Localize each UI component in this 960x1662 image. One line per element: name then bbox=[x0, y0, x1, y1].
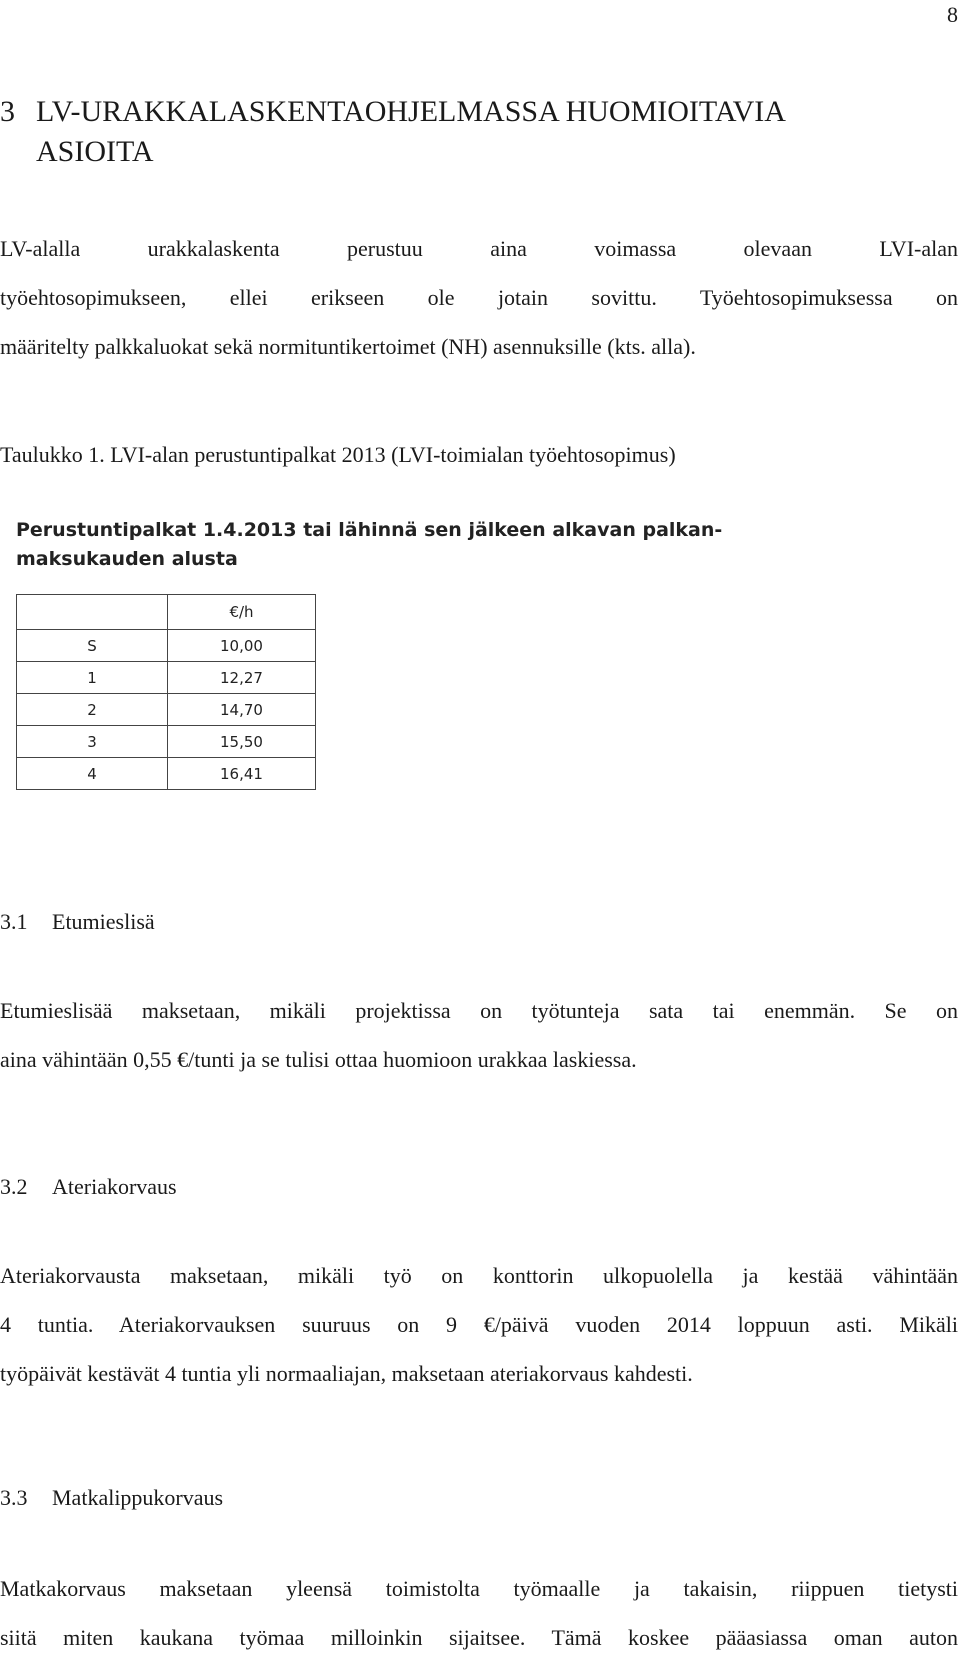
table-caption: Taulukko 1. LVI-alan perustuntipalkat 2013 (LVI-toimialan työehtosopimus) bbox=[0, 442, 676, 467]
section-heading-3-2 bbox=[0, 1172, 177, 1202]
table-cell-rate: 12,27 bbox=[168, 662, 316, 694]
table-cell-class: 2 bbox=[17, 694, 168, 726]
table-row bbox=[17, 630, 316, 662]
table-cell-rate: 16,41 bbox=[168, 758, 316, 790]
table-cell-class: 3 bbox=[17, 726, 168, 758]
intro-line: työehtosopimukseen, ellei erikseen ole jotain sovittu. Työehtosopimuksessa on bbox=[0, 285, 958, 310]
table-row bbox=[17, 726, 316, 758]
table-cell-class: 4 bbox=[17, 758, 168, 790]
wage-table-image bbox=[16, 516, 756, 796]
page-number: 8 bbox=[947, 2, 958, 27]
section-3-3-paragraph bbox=[0, 1564, 958, 1662]
table-cell-class: S bbox=[17, 630, 168, 662]
paragraph-line: siitä miten kaukana työmaa milloinkin sijaitsee. Tämä koskee pääasiassa oman auton bbox=[0, 1625, 958, 1650]
wage-table bbox=[16, 594, 316, 790]
section-title: Matkalippukorvaus bbox=[52, 1485, 224, 1510]
paragraph-line: työpäivät kestävät 4 tuntia yli normaaliajan, maksetaan ateriakorvaus kahdesti. bbox=[0, 1361, 693, 1386]
wage-table-heading-line1: Perustuntipalkat 1.4.2013 tai lähinnä sen jälkeen alkavan palkan- bbox=[16, 519, 723, 541]
section-number: 3.2 bbox=[0, 1174, 28, 1199]
table-cell-class: 1 bbox=[17, 662, 168, 694]
section-title: Etumieslisä bbox=[52, 909, 155, 934]
intro-line: LV-alalla urakkalaskenta perustuu aina voimassa olevaan LVI-alan bbox=[0, 236, 958, 261]
section-heading-3-1 bbox=[0, 907, 155, 937]
paragraph-line: 4 tuntia. Ateriakorvauksen suuruus on 9 €/päivä vuoden 2014 loppuun asti. Mikäli bbox=[0, 1312, 958, 1337]
chapter-number: 3 bbox=[0, 95, 15, 128]
section-title: Ateriakorvaus bbox=[52, 1174, 177, 1199]
section-number: 3.3 bbox=[0, 1485, 28, 1510]
table-cell-rate: 14,70 bbox=[168, 694, 316, 726]
chapter-title-line1: LV-URAKKALASKENTAOHJELMASSA HUOMIOITAVIA bbox=[36, 95, 786, 128]
paragraph-line: Etumieslisää maksetaan, mikäli projektissa on työtunteja sata tai enemmän. Se on bbox=[0, 998, 958, 1023]
section-3-1-paragraph bbox=[0, 986, 958, 1084]
chapter-title bbox=[0, 92, 900, 172]
table-header-cell-rate: €/h bbox=[168, 595, 316, 630]
section-heading-3-3 bbox=[0, 1483, 223, 1513]
table-header-row bbox=[17, 595, 316, 630]
section-number: 3.1 bbox=[0, 909, 28, 934]
paragraph-line: Ateriakorvausta maksetaan, mikäli työ on konttorin ulkopuolella ja kestää vähintään bbox=[0, 1263, 958, 1288]
paragraph-line: Matkakorvaus maksetaan yleensä toimistolta työmaalle ja takaisin, riippuen tietysti bbox=[0, 1576, 958, 1601]
paragraph-line: aina vähintään 0,55 €/tunti ja se tulisi ottaa huomioon urakkaa laskiessa. bbox=[0, 1047, 637, 1072]
wage-table-heading bbox=[16, 516, 756, 574]
intro-paragraph bbox=[0, 224, 958, 371]
wage-table-heading-line2: maksukauden alusta bbox=[16, 548, 238, 570]
table-cell-rate: 10,00 bbox=[168, 630, 316, 662]
table-row bbox=[17, 662, 316, 694]
table-cell-rate: 15,50 bbox=[168, 726, 316, 758]
section-3-2-paragraph bbox=[0, 1251, 958, 1398]
table-header-cell-empty bbox=[17, 595, 168, 630]
intro-line: määritelty palkkaluokat sekä normituntikertoimet (NH) asennuksille (kts. alla). bbox=[0, 334, 696, 359]
table-row bbox=[17, 758, 316, 790]
table-row bbox=[17, 694, 316, 726]
chapter-title-line2: ASIOITA bbox=[36, 135, 154, 168]
